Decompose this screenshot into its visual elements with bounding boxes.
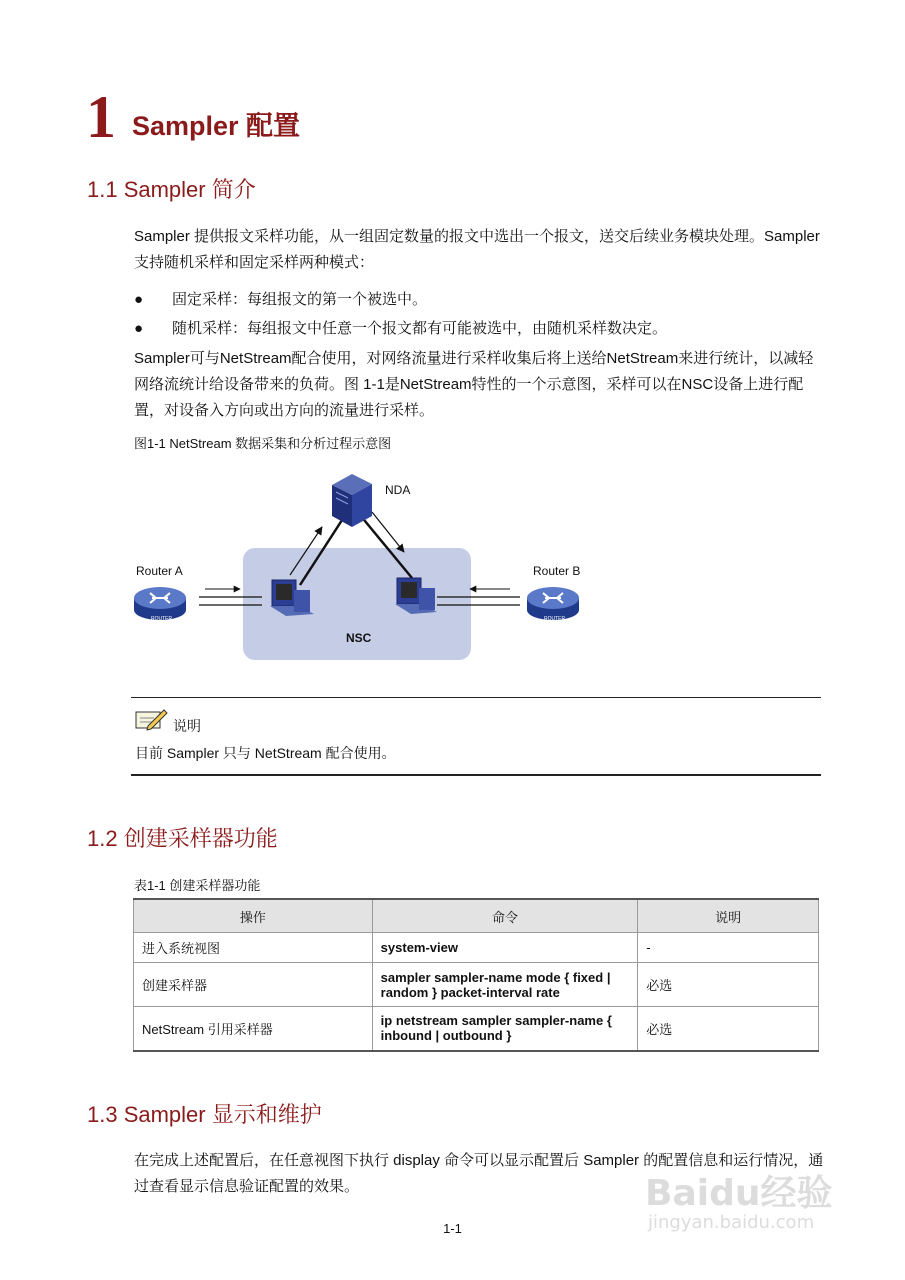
section-1-2-title: 1.2 创建采样器功能: [87, 826, 278, 851]
table-row: [134, 963, 819, 1007]
command-cell: sampler sampler-name mode { fixed | random } packet-interval rate: [372, 963, 638, 1007]
nda-server-icon: [332, 474, 372, 527]
figure-caption: 图1-1 NetStream 数据采集和分析过程示意图: [134, 436, 392, 451]
operation-cell: 创建采样器: [134, 963, 373, 1007]
note-pencil-icon: [134, 706, 168, 732]
nda-label: NDA: [385, 483, 411, 497]
router-b-label: Router B: [533, 564, 581, 578]
watermark-logo: Baidu经验: [645, 1173, 833, 1214]
table-row: [134, 1007, 819, 1051]
operation-cell: NetStream 引用采样器: [134, 1007, 373, 1051]
router-badge: ROUTER: [544, 616, 566, 622]
note-box: [131, 697, 821, 776]
bullet-dot: ●: [134, 291, 144, 308]
description-cell: 必选: [638, 1007, 819, 1051]
nsc-label: NSC: [346, 631, 372, 645]
column-header: 命令: [372, 899, 638, 933]
watermark-url: jingyan.baidu.com: [648, 1212, 815, 1233]
command-cell: ip netstream sampler sampler-name { inbound | outbound }: [372, 1007, 638, 1051]
bullet-text: 固定采样：每组报文的第一个被选中。: [172, 291, 428, 308]
router-a-label: Router A: [136, 564, 183, 578]
column-header: 操作: [134, 899, 373, 933]
display-paragraph: 在完成上述配置后，在任意视图下执行 display 命令可以显示配置后 Sampler 的配置信息和运行情况，通过查看显示信息验证配置的效果。: [134, 1152, 824, 1195]
bullet-dot: ●: [134, 320, 144, 337]
upload-arrow: [372, 512, 404, 552]
table-row: [134, 933, 819, 963]
column-header: 说明: [638, 899, 819, 933]
section-1-3-title: 1.3 Sampler 显示和维护: [87, 1102, 322, 1127]
description-cell: 必选: [638, 963, 819, 1007]
note-text: 目前 Sampler 只与 NetStream 配合使用。: [135, 745, 396, 761]
chapter-title: Sampler 配置: [132, 111, 301, 141]
page-number: 1-1: [443, 1221, 462, 1236]
command-cell: system-view: [372, 933, 638, 963]
note-label: 说明: [173, 718, 201, 734]
section-1-1-title: 1.1 Sampler 简介: [87, 177, 256, 202]
description-cell: -: [638, 933, 819, 963]
table-caption: 表1-1 创建采样器功能: [134, 878, 261, 893]
command-table: [133, 898, 819, 1052]
bullet-text: 随机采样：每组报文中任意一个报文都有可能被选中，由随机采样数决定。: [172, 320, 668, 337]
netstream-paragraph: Sampler可与NetStream配合使用，对网络流量进行采样收集后将上送给NetStream来进行统计，以减轻网络流统计给设备带来的负荷。图 1-1是NetStream特性的一个示意图，采样可以在NSC设备上进行配置，对设备入方向或出方向的流量进行采样。: [134, 350, 814, 419]
intro-paragraph: Sampler 提供报文采样功能，从一组固定数量的报文中选出一个报文，送交后续业务模块处理。Sampler 支持随机采样和固定采样两种模式：: [134, 228, 820, 271]
table-header-row: [134, 899, 819, 933]
chapter-number: 1: [86, 84, 116, 150]
operation-cell: 进入系统视图: [134, 933, 373, 963]
router-badge: ROUTER: [151, 616, 173, 622]
